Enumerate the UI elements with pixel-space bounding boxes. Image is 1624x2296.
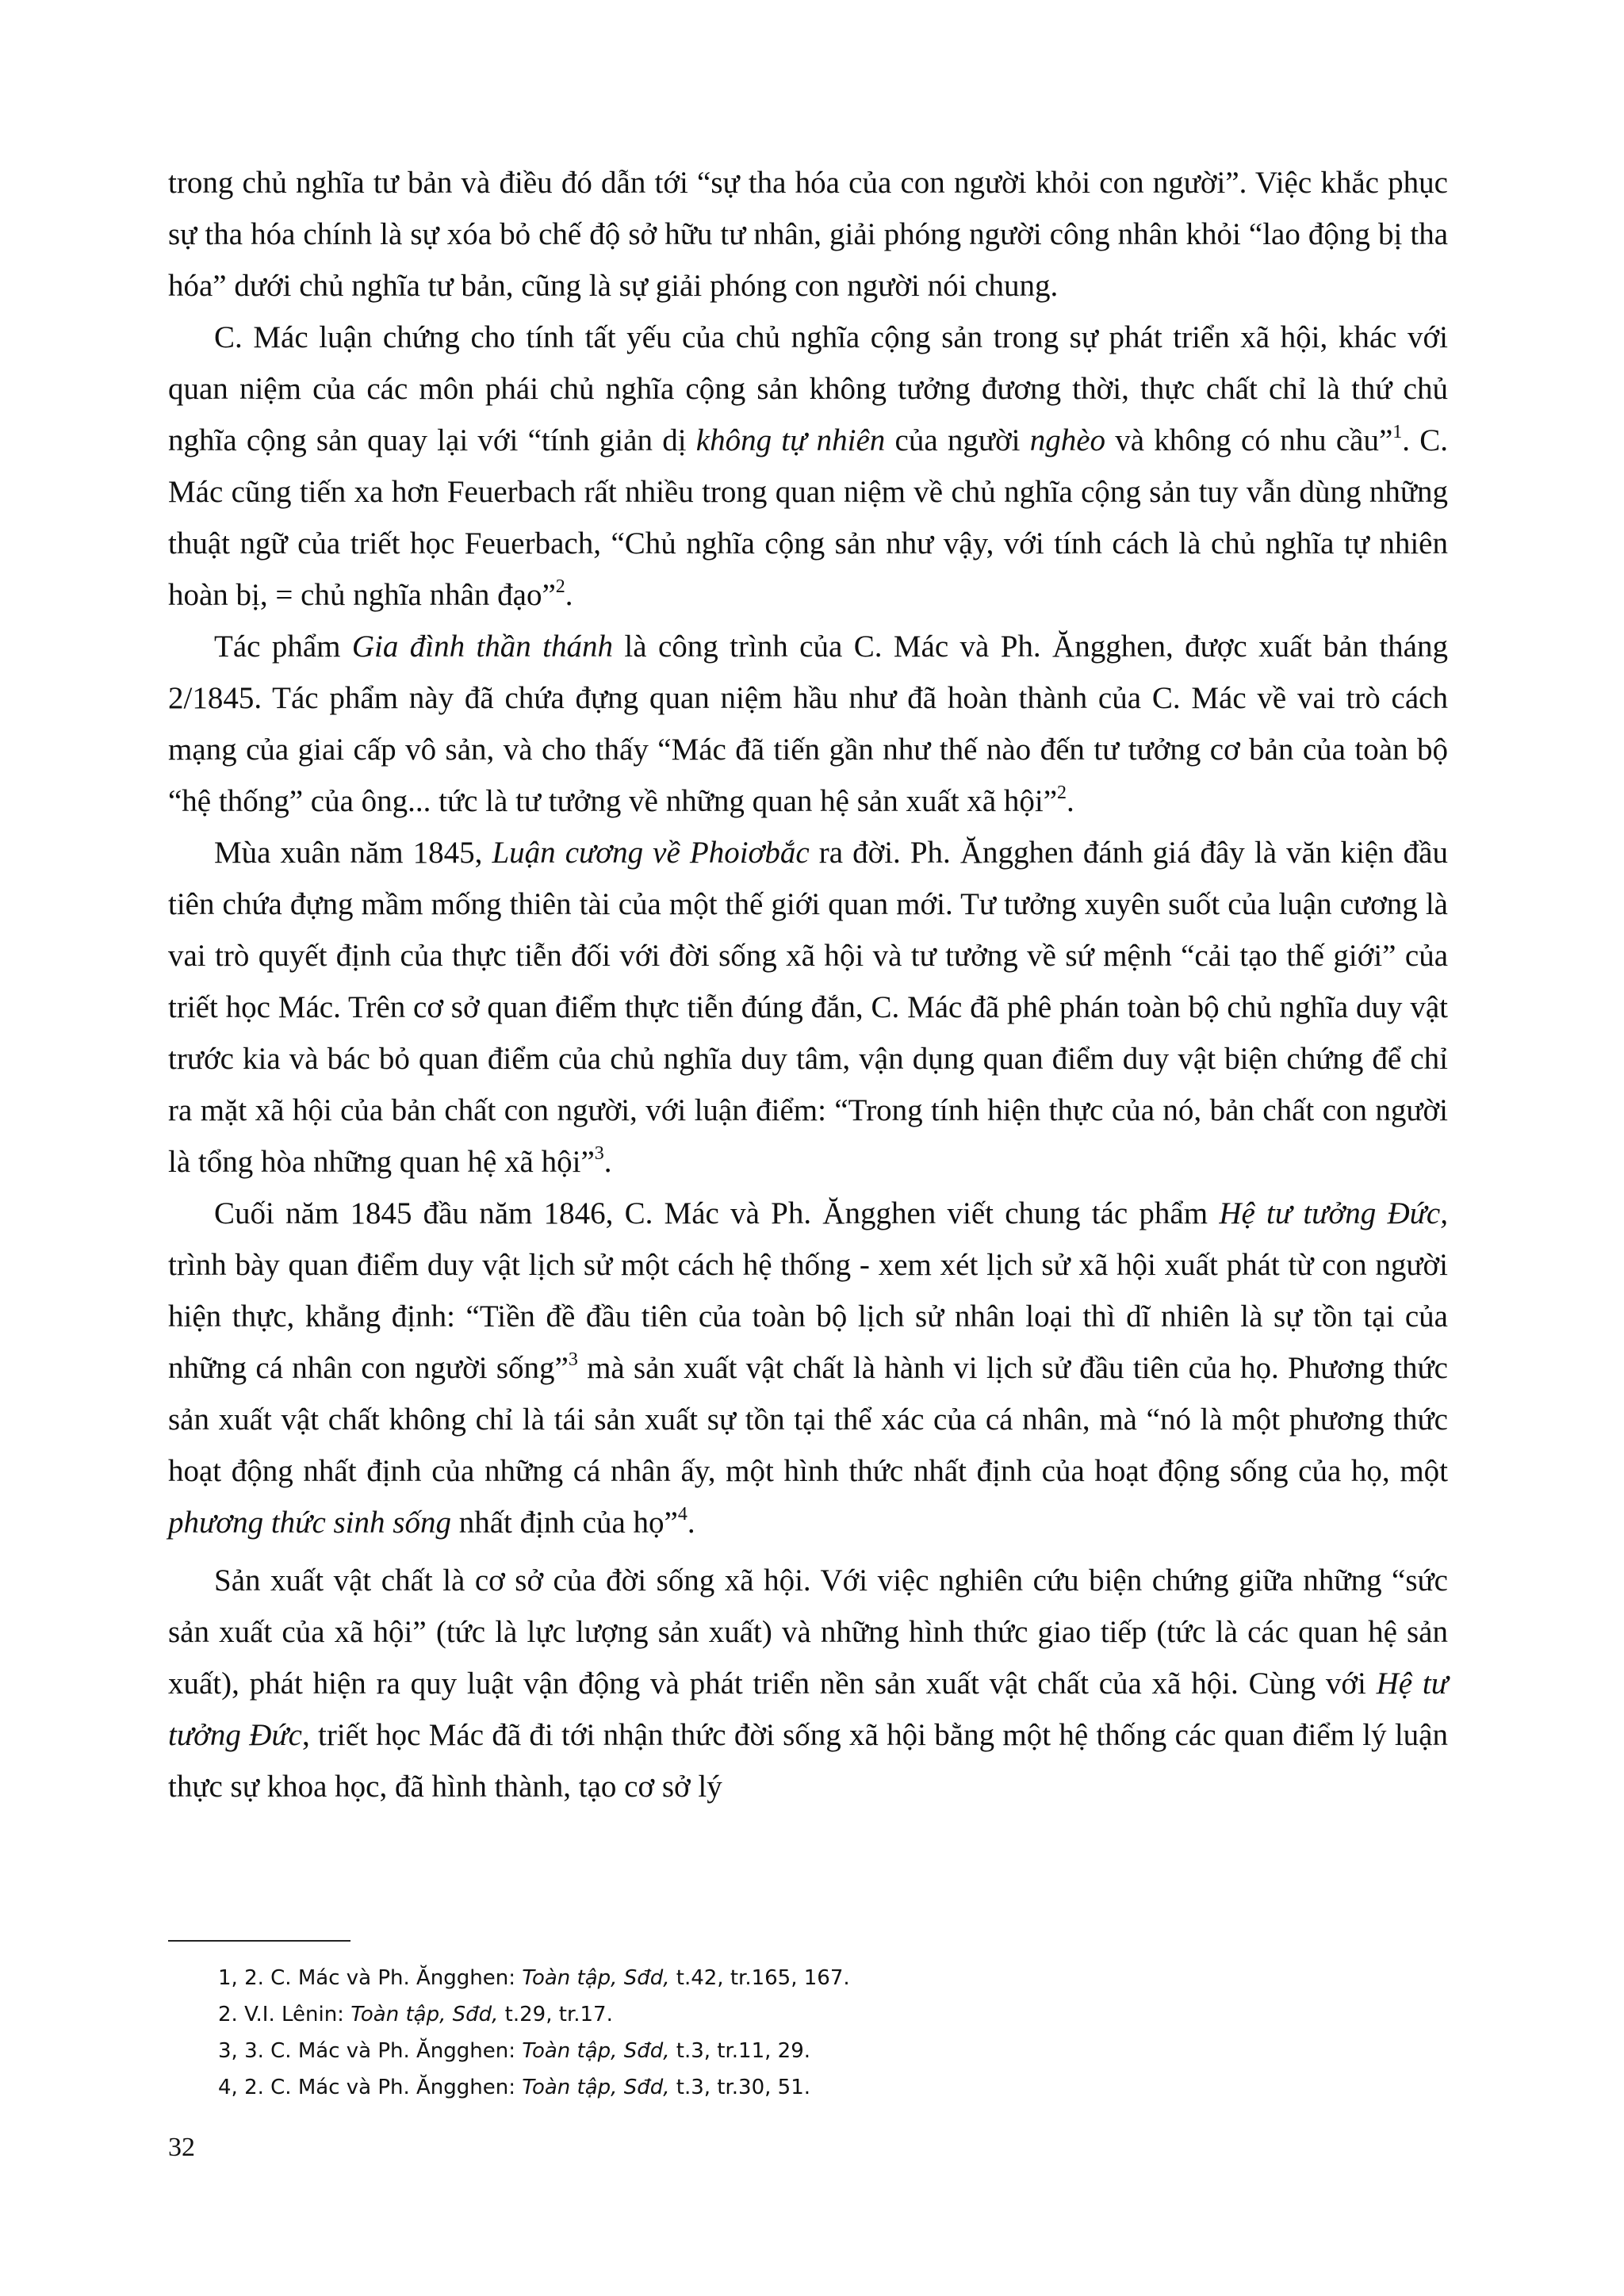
text-run: ra đời. Ph. Ăngghen đánh giá đây là văn kiện đầu tiên chứa đựng mầm mống thiên tài của một thế giới quan mới. Tư tưởng xuyên suốt của luận cương là vai trò quyết định của thực tiễn đối với đời sống xã hội và tư tưởng về sứ mệnh “cải tạo thế giới” của triết học Mác. Trên cơ sở quan điểm thực tiễn đúng đắn, C. Mác đã phê phán toàn bộ chủ nghĩa duy vật trước kia và bác bỏ quan điểm của chủ nghĩa duy tâm, vận dụng quan điểm duy vật biện chứng để chỉ ra mặt xã hội của bản chất con người, với luận điểm: “Trong tính hiện thực của nó, bản chất con người là tổng hòa những quan hệ xã hội” xyxy=(168,836,1448,1179)
footnote-location: t.3, tr.30, 51. xyxy=(669,2076,811,2099)
text-run: và không có nhu cầu” xyxy=(1105,423,1393,457)
footnote-location: t.29, tr.17. xyxy=(498,2003,613,2026)
footnote-source: 2. V.I. Lênin: xyxy=(218,2003,351,2026)
footnote-work-title: Toàn tập, Sđd, xyxy=(522,2039,670,2063)
text-run: C. Mác luận chứng cho tính tất yếu của chủ nghĩa cộng sản trong sự phát triển xã hội, khác với quan niệm của các môn phái chủ nghĩa cộng sản không tưởng đương thời, thực chất chỉ là thứ chủ nghĩa cộng sản quay lại với “tính giản dị xyxy=(168,320,1448,457)
text-run: . C. Mác cũng tiến xa hơn Feuerbach rất nhiều trong quan niệm về chủ nghĩa cộng sản tuy vẫn dùng những thuật ngữ của triết học Feuerbach, “Chủ nghĩa cộng sản như vậy, với tính cách là chủ nghĩa tự nhiên hoàn bị, = chủ nghĩa nhân đạo” xyxy=(168,423,1448,612)
italic-phrase: phương thức sinh sống xyxy=(168,1506,451,1540)
text-run: Tác phẩm xyxy=(214,629,352,664)
paragraph xyxy=(168,827,1448,1188)
footnote-reference: 1 xyxy=(1392,422,1403,442)
paragraph xyxy=(168,157,1448,312)
italic-phrase: không tự nhiên xyxy=(695,423,886,457)
text-run: Cuối năm 1845 đầu năm 1846, C. Mác và Ph. Ăngghen viết chung tác phẩm xyxy=(214,1196,1220,1230)
page-number: 32 xyxy=(168,2133,195,2162)
body-text xyxy=(168,157,1448,1812)
paragraph xyxy=(168,621,1448,827)
footnote-reference: 2 xyxy=(555,576,565,597)
text-run: , triết học Mác đã đi tới nhận thức đời sống xã hội bằng một hệ thống các quan điểm lý luận thực sự khoa học, đã hình thành, tạo cơ sở lý xyxy=(168,1718,1448,1804)
text-run: . xyxy=(687,1506,695,1540)
footnote-reference: 4 xyxy=(677,1504,688,1525)
italic-phrase: Hệ tư tưởng Đức xyxy=(168,1667,1448,1752)
footnote-source: 4, 2. C. Mác và Ph. Ăngghen: xyxy=(218,2076,523,2099)
footnotes xyxy=(218,1960,1408,2106)
paragraph xyxy=(168,312,1448,621)
text-run: . xyxy=(1067,784,1074,818)
text-run: trong chủ nghĩa tư bản và điều đó dẫn tới “sự tha hóa của con người khỏi con người”. Việc khắc phục sự tha hóa chính là sự xóa bỏ chế độ sở hữu tư nhân, giải phóng người công nhân khỏi “lao động bị tha hóa” dưới chủ nghĩa tư bản, cũng là sự giải phóng con người nói chung. xyxy=(168,166,1448,303)
footnote xyxy=(218,1960,1408,1996)
footnote-divider xyxy=(168,1940,350,1942)
italic-phrase: Luận cương về Phoiơbắc xyxy=(492,836,810,870)
footnote-source: 1, 2. C. Mác và Ph. Ăngghen: xyxy=(218,1966,523,1990)
text-run: của người xyxy=(885,423,1030,457)
footnote xyxy=(218,2033,1408,2069)
footnote-location: t.3, tr.11, 29. xyxy=(669,2039,811,2063)
italic-phrase: Hệ tư tưởng Đức, xyxy=(1219,1196,1448,1230)
footnote xyxy=(218,1996,1408,2033)
footnote-work-title: Toàn tập, Sđd, xyxy=(522,2076,670,2099)
footnote-source: 3, 3. C. Mác và Ph. Ăngghen: xyxy=(218,2039,523,2063)
text-run: nhất định của họ” xyxy=(450,1506,678,1540)
text-run: Mùa xuân năm 1845, xyxy=(214,836,492,870)
footnote-work-title: Toàn tập, Sđd, xyxy=(522,1966,670,1990)
footnote-work-title: Toàn tập, Sđd, xyxy=(350,2003,499,2026)
footnote xyxy=(218,2069,1408,2106)
italic-phrase: nghèo xyxy=(1029,423,1106,457)
footnote-reference: 3 xyxy=(594,1143,604,1164)
footnote-reference: 3 xyxy=(568,1349,578,1370)
text-run: mà sản xuất vật chất là hành vi lịch sử đầu tiên của họ. Phương thức sản xuất vật chất không chỉ là tái sản xuất sự tồn tại thể xác của cá nhân, mà “nó là một phương thức hoạt động nhất định của những cá nhân ấy, một hình thức nhất định của hoạt động sống của họ, một xyxy=(168,1351,1448,1488)
footnote-reference: 2 xyxy=(1057,783,1067,803)
text-run: . xyxy=(565,578,573,612)
footnote-location: t.42, tr.165, 167. xyxy=(669,1966,850,1990)
text-run: là công trình của C. Mác và Ph. Ăngghen, được xuất bản tháng 2/1845. Tác phẩm này đã chứa đựng quan niệm hầu như đã hoàn thành của C. Mác về vai trò cách mạng của giai cấp vô sản, và cho thấy “Mác đã tiến gần như thế nào đến tư tưởng cơ bản của toàn bộ “hệ thống” của ông... tức là tư tưởng về những quan hệ sản xuất xã hội” xyxy=(168,629,1448,818)
text-run: trình bày quan điểm duy vật lịch sử một cách hệ thống - xem xét lịch sử xã hội xuất phát từ con người hiện thực, khẳng định: “Tiền đề đầu tiên của toàn bộ lịch sử nhân loại thì dĩ nhiên là sự tồn tại của những cá nhân con người sống” xyxy=(168,1248,1448,1385)
text-run: . xyxy=(603,1145,612,1179)
text-run: Sản xuất vật chất là cơ sở của đời sống xã hội. Với việc nghiên cứu biện chứng giữa những “sức sản xuất của xã hội” (tức là lực lượng sản xuất) và những hình thức giao tiếp (tức là các quan hệ sản xuất), phát hiện ra quy luật vận động và phát triển nền sản xuất vật chất của xã hội. Cùng với xyxy=(168,1563,1448,1701)
italic-phrase: Gia đình thần thánh xyxy=(351,629,614,664)
paragraph xyxy=(168,1188,1448,1548)
paragraph xyxy=(168,1555,1448,1812)
